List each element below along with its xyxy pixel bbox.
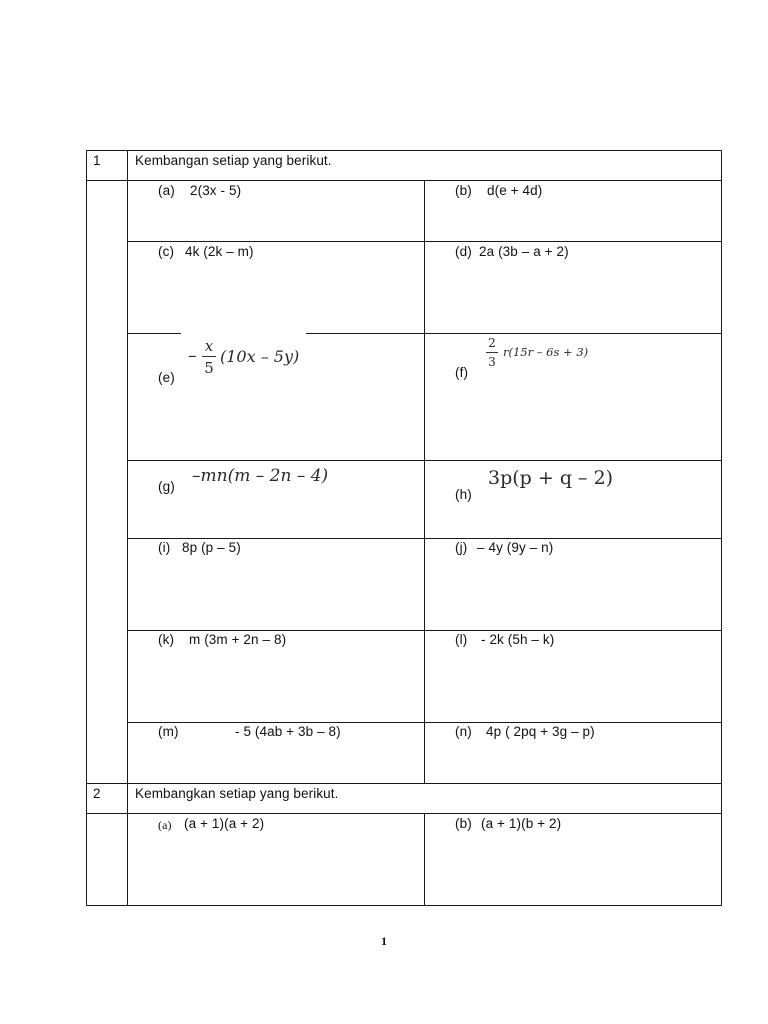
item-expression: - 2k (5h – k) [481,632,555,647]
item-label: (j) [455,540,468,555]
table-border-bottom [86,905,722,906]
item-label: (c) [158,244,175,259]
item-label: (a) [158,183,175,198]
column-divider [424,180,425,784]
question-number: 2 [93,786,101,801]
row-divider [86,180,722,181]
item-label: (d) [455,244,472,259]
question-instruction: Kembangkan setiap yang berikut. [135,786,339,801]
fraction-bar [202,356,216,357]
minus-sign: – [188,346,197,366]
item-expression: (a + 1)(a + 2) [184,816,265,831]
table-border-top [86,150,722,151]
math-expression: (10x – 5y) [220,347,300,366]
math-expression: r(15r – 6s + 3) [503,345,589,359]
item-label: (n) [455,724,472,739]
item-label: (k) [158,632,175,647]
page-number: 1 [381,934,387,948]
row-divider [86,783,722,784]
item-expression: - 5 (4ab + 3b – 8) [235,724,341,739]
item-expression: 2(3x - 5) [190,183,242,198]
math-expression-image: 3p(p + q – 2) [488,467,614,489]
item-expression: (a + 1)(b + 2) [481,816,562,831]
item-expression: m (3m + 2n – 8) [189,632,287,647]
item-label: (b) [455,816,472,831]
item-label: (b) [455,183,472,198]
item-label: (g) [158,479,175,494]
fraction-denominator: 3 [488,355,496,369]
row-divider [127,333,181,334]
fraction-denominator: 5 [204,359,214,377]
table-border-right [721,150,722,906]
item-label: (m) [158,724,179,739]
item-label: (l) [455,632,468,647]
question-instruction: Kembangan setiap yang berikut. [135,153,332,168]
table-border-left [86,150,87,906]
column-divider [424,813,425,906]
row-divider [306,333,722,334]
item-label: (h) [455,487,472,502]
question-number: 1 [93,153,101,168]
item-expression: 8p (p – 5) [182,540,241,555]
item-expression: – 4y (9y – n) [477,540,554,555]
fraction-bar [486,352,498,353]
math-expression-image: –mn(m – 2n – 4) [192,466,329,486]
item-label: (f) [455,365,469,380]
item-expression: 4k (2k – m) [185,244,254,259]
item-label: (e) [158,370,175,385]
row-divider [86,813,722,814]
item-expression: 4p ( 2pq + 3g – p) [486,724,595,739]
fraction-numerator: x [204,337,214,355]
item-expression: d(e + 4d) [487,183,543,198]
number-column-divider [127,150,128,906]
fraction-numerator: 2 [488,336,496,350]
item-label: (a) [158,818,172,832]
item-expression: 2a (3b – a + 2) [479,244,569,259]
item-label: (i) [158,540,171,555]
